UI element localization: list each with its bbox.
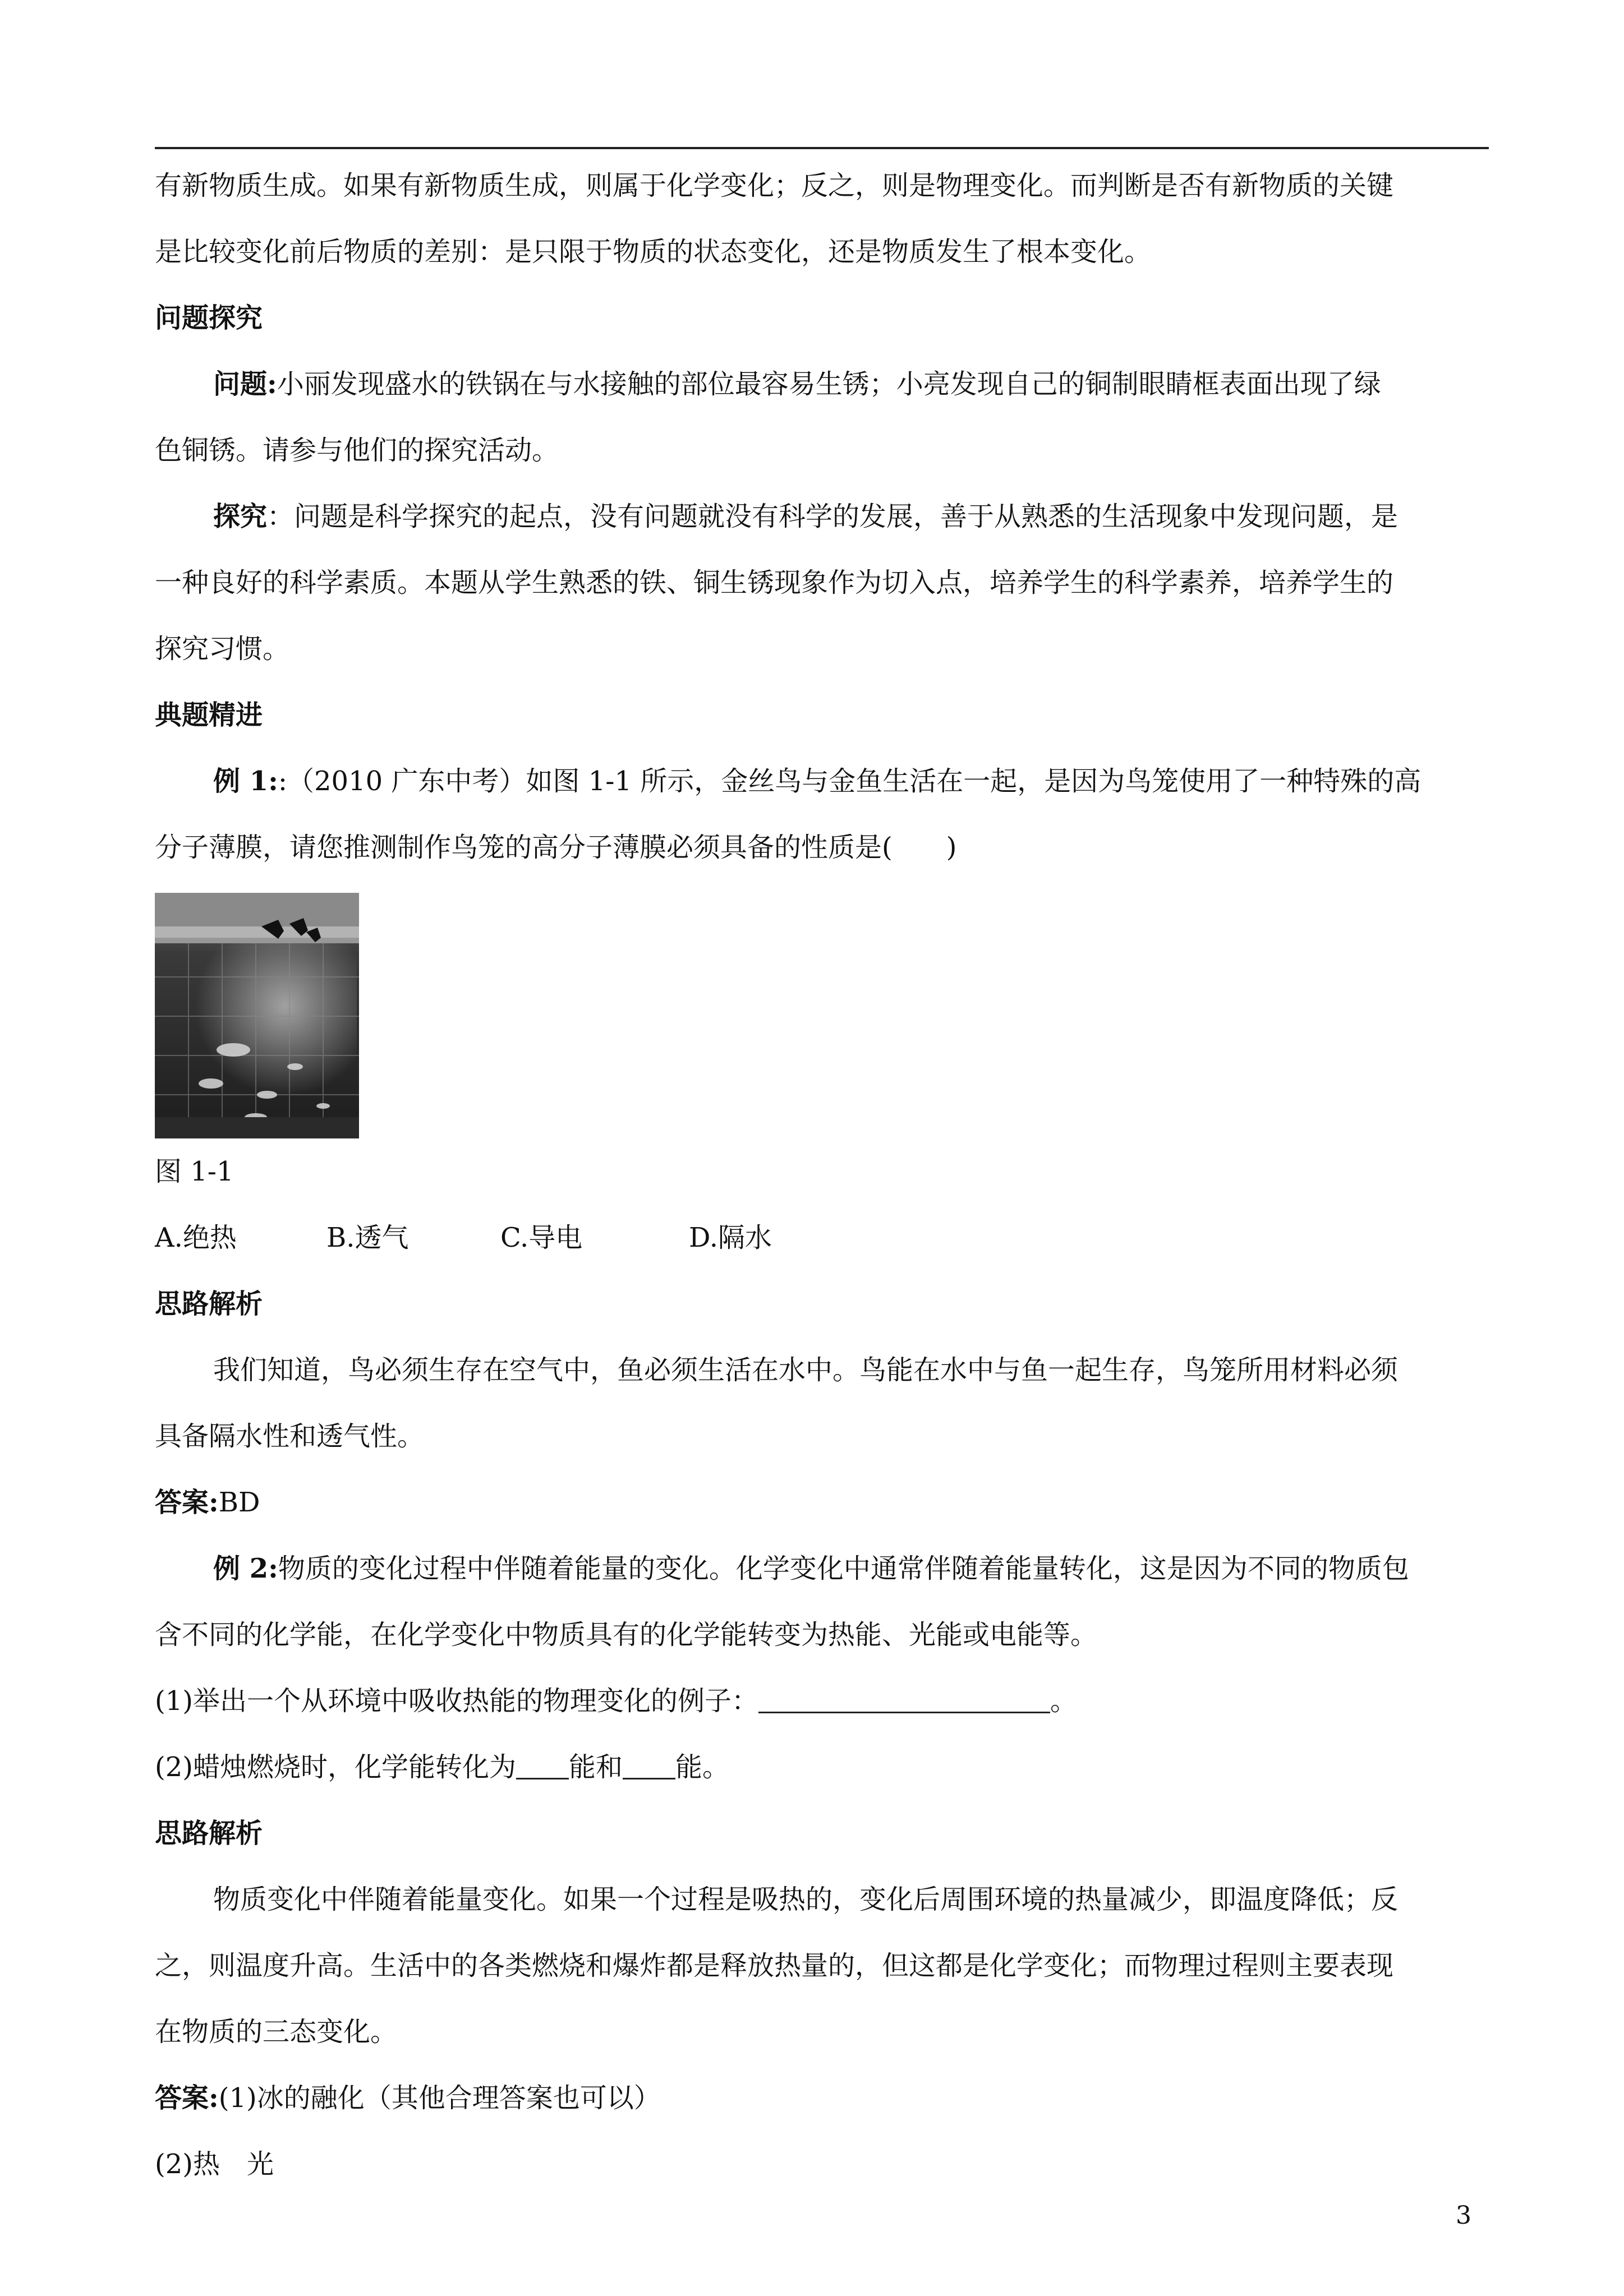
example2-analysis-2: 之，则温度升高。生活中的各类燃烧和爆炸都是释放热量的，但这都是化学变化；而物理过程则主要表现 <box>155 1950 1394 1981</box>
intro-line-2: 是比较变化前后物质的差别：是只限于物质的状态变化，还是物质发生了根本变化。 <box>155 236 1152 268</box>
section-heading-inquiry: 问题探究 <box>155 302 263 334</box>
aquarium-image <box>155 893 359 1138</box>
inquiry-explore <box>155 483 1489 550</box>
aquarium-photo <box>155 893 359 1138</box>
option-b: B.透气 <box>326 1222 409 1253</box>
option-a: A.绝热 <box>155 1222 237 1253</box>
q2-text-c: 能。 <box>675 1751 730 1783</box>
example2-analysis-1: 物质变化中伴随着能量变化。如果一个过程是吸热的，变化后周围环境的热量减少，即温度降低；反 <box>213 1884 1398 1915</box>
q1-text: (1)举出一个从环境中吸收热能的物理变化的例子： <box>155 1685 758 1717</box>
example2-answer-1 <box>155 2065 1489 2131</box>
example2-analysis-3: 在物质的三态变化。 <box>155 2016 398 2048</box>
inquiry-question <box>155 351 1489 417</box>
intro-line-1: 有新物质生成。如果有新物质生成，则属于化学变化；反之，则是物理变化。而判断是否有新物质的关键 <box>155 170 1394 201</box>
answer-value-1: BD <box>218 1487 260 1518</box>
section-heading-analysis-1: 思路解析 <box>155 1288 263 1320</box>
document-body <box>155 153 1489 2197</box>
inquiry-question-cont: 色铜锈。请参与他们的探究活动。 <box>155 435 559 466</box>
q1-end: 。 <box>1050 1685 1078 1717</box>
q2-text-a: (2)蜡烛燃烧时，化学能转化为 <box>155 1751 516 1783</box>
q1-blank <box>758 1711 1050 1713</box>
answer-options <box>155 1205 1489 1271</box>
example1-analysis-2: 具备隔水性和透气性。 <box>155 1421 425 1452</box>
section-heading-typical: 典题精进 <box>155 699 263 731</box>
example2-text-1: 物质的变化过程中伴随着能量的变化。化学变化中通常伴随着能量转化，这是因为不同的物质包 <box>278 1553 1409 1584</box>
explore-text-3: 探究习惯。 <box>155 633 290 665</box>
explore-text-2: 一种良好的科学素质。本题从学生熟悉的铁、铜生锈现象作为切入点，培养学生的科学素养，培养学生的 <box>155 567 1394 598</box>
answer-label-1: 答案: <box>155 1487 219 1518</box>
option-d: D.隔水 <box>689 1222 772 1253</box>
section-heading-analysis-2: 思路解析 <box>155 1818 263 1849</box>
example1-stem <box>155 748 1489 814</box>
question-label: 问题: <box>213 368 277 400</box>
q2-blank-1 <box>516 1777 569 1779</box>
option-c: C.导电 <box>500 1222 583 1253</box>
example2-question-2 <box>155 1734 1489 1800</box>
example1-answer <box>155 1469 1489 1536</box>
q2-blank-2 <box>623 1777 675 1779</box>
question-text-1: 小丽发现盛水的铁锅在与水接触的部位最容易生锈；小亮发现自己的铜制眼睛框表面出现了绿 <box>277 368 1381 400</box>
figure-caption: 图 1-1 <box>155 1156 234 1187</box>
q2-text-b: 能和 <box>569 1751 623 1783</box>
answer-value-2a: (1)冰的融化（其他合理答案也可以） <box>218 2082 661 2114</box>
example2-question-1 <box>155 1668 1489 1734</box>
example2-text-2: 含不同的化学能，在化学变化中物质具有的化学能转变为热能、光能或电能等。 <box>155 1619 1098 1650</box>
answer-label-2: 答案: <box>155 2082 219 2114</box>
example2-label: 例 2: <box>213 1553 278 1584</box>
example1-text-1: :（2010 广东中考）如图 1-1 所示，金丝鸟与金鱼生活在一起，是因为鸟笼使用了一种特殊的高 <box>278 766 1421 797</box>
header-rule <box>155 147 1489 149</box>
example2-answer-2: (2)热 光 <box>155 2149 274 2180</box>
example1-analysis-1: 我们知道，鸟必须生存在空气中，鱼必须生活在水中。鸟能在水中与鱼一起生存，鸟笼所用材料必须 <box>213 1354 1398 1386</box>
explore-label: 探究 <box>213 501 268 532</box>
page-number: 3 <box>1456 2201 1471 2230</box>
explore-text-1: ：问题是科学探究的起点，没有问题就没有科学的发展，善于从熟悉的生活现象中发现问题，是 <box>267 501 1398 532</box>
example1-label: 例 1: <box>213 766 278 797</box>
example1-text-2: 分子薄膜，请您推测制作鸟笼的高分子薄膜必须具备的性质是( ) <box>155 832 957 863</box>
example2-stem <box>155 1536 1489 1602</box>
